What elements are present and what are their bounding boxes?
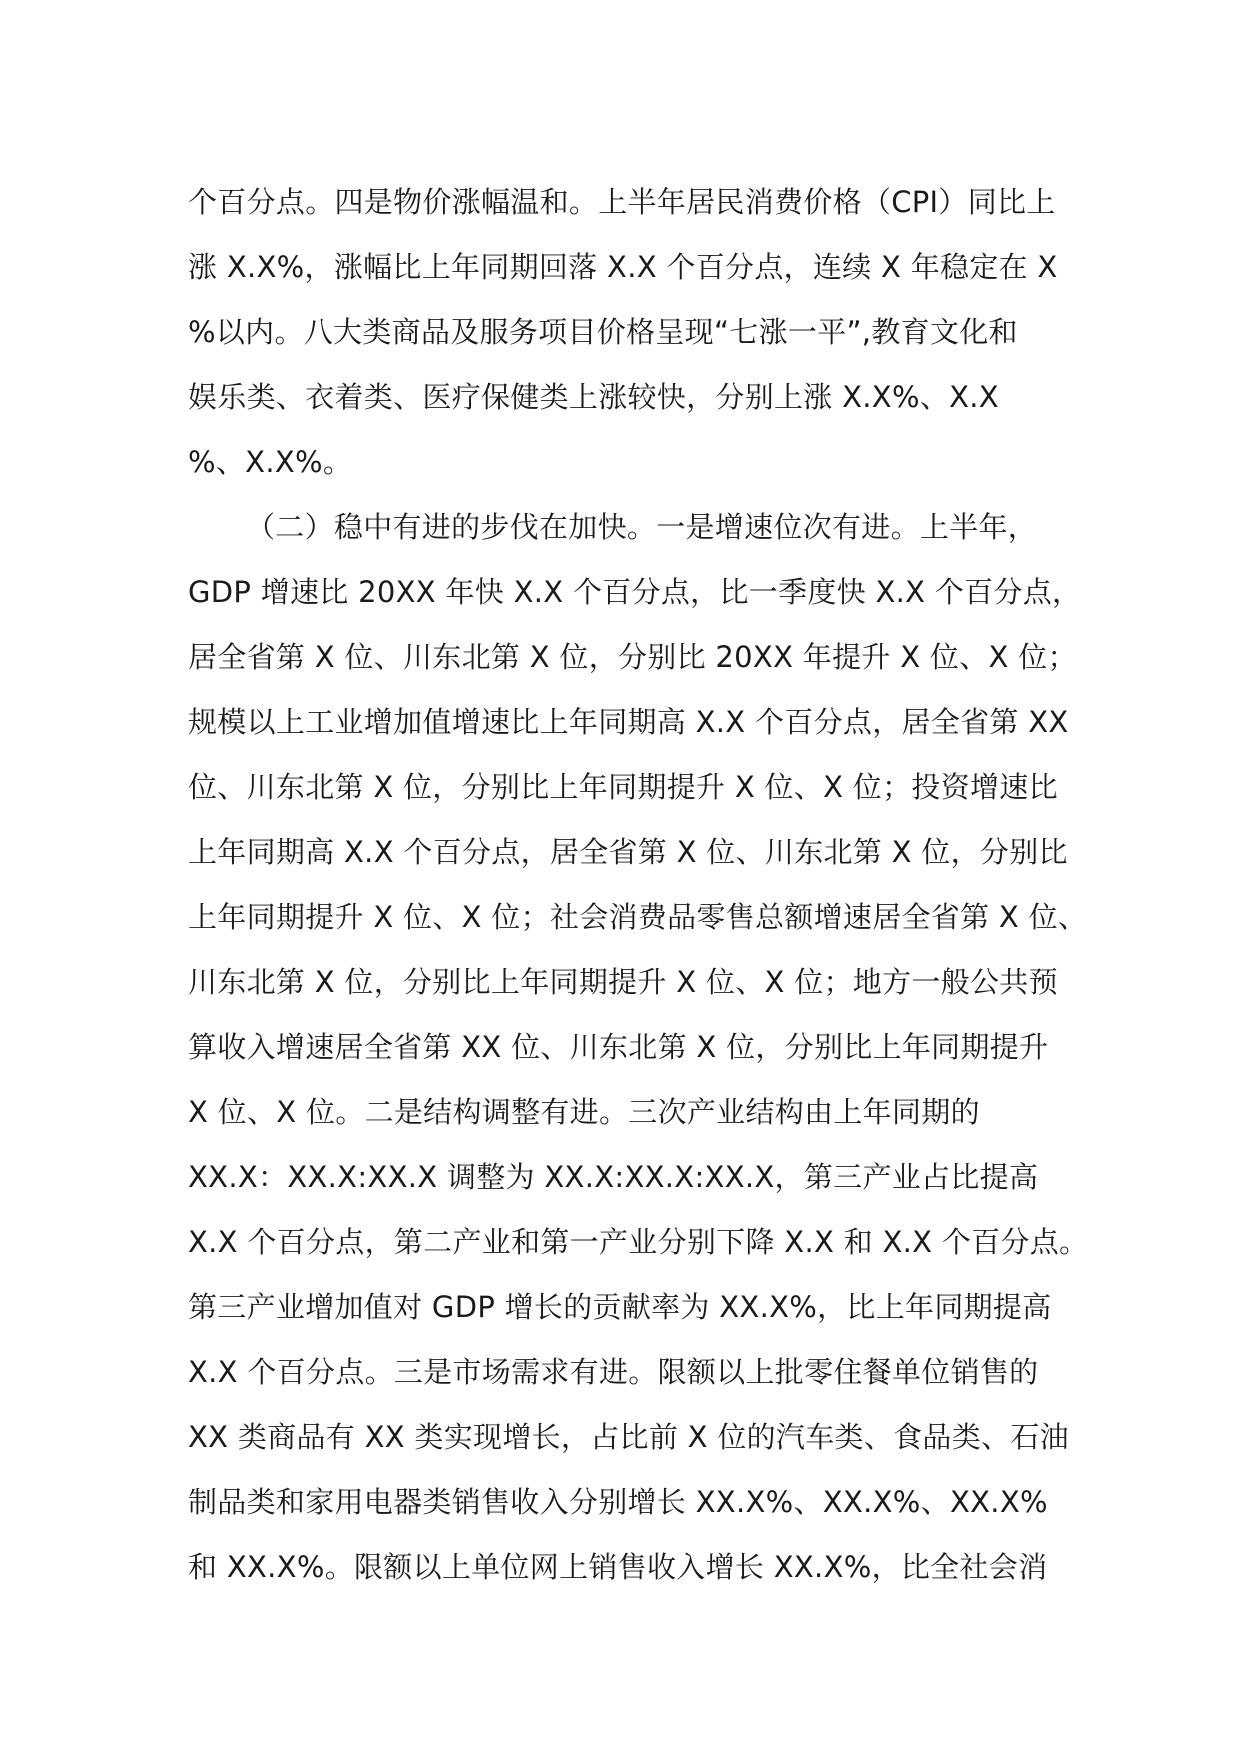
text-line: 涨 X.X%，涨幅比上年同期回落 X.X 个百分点，连续 X 年稳定在 X bbox=[188, 250, 1058, 284]
text-line: XX 类商品有 XX 类实现增长，占比前 X 位的汽车类、食品类、石油 bbox=[188, 1420, 1069, 1454]
text-line: 个百分点。四是物价涨幅温和。上半年居民消费价格（CPI）同比上 bbox=[188, 185, 1056, 219]
text-line: 规模以上工业增加值增速比上年同期高 X.X 个百分点，居全省第 XX bbox=[188, 705, 1069, 739]
text-line: XX.X：XX.X:XX.X 调整为 XX.X:XX.X:XX.X，第三产业占比提高 bbox=[188, 1160, 1039, 1194]
text-line: %以内。八大类商品及服务项目价格呈现“七涨一平”,教育文化和 bbox=[188, 315, 1018, 349]
text-line: %、X.X%。 bbox=[188, 445, 353, 479]
text-line: 上年同期提升 X 位、X 位；社会消费品零售总额增速居全省第 X 位、 bbox=[188, 900, 1088, 934]
text-line: X 位、X 位。二是结构调整有进。三次产业结构由上年同期的 bbox=[188, 1095, 980, 1129]
text-line: 制品类和家用电器类销售收入分别增长 XX.X%、XX.X%、XX.X% bbox=[188, 1485, 1048, 1519]
text-line: 和 XX.X%。限额以上单位网上销售收入增长 XX.X%，比全社会消 bbox=[188, 1550, 1048, 1584]
text-line: 第三产业增加值对 GDP 增长的贡献率为 XX.X%，比上年同期提高 bbox=[188, 1290, 1052, 1324]
text-line: 位、川东北第 X 位，分别比上年同期提升 X 位、X 位；投资增速比 bbox=[188, 770, 1058, 804]
text-line: 娱乐类、衣着类、医疗保健类上涨较快，分别上涨 X.X%、X.X bbox=[188, 380, 999, 414]
section-heading-line: （二）稳中有进的步伐在加快。一是增速位次有进。上半年， bbox=[246, 510, 1038, 544]
text-line: X.X 个百分点，第二产业和第一产业分别下降 X.X 和 X.X 个百分点。 bbox=[188, 1225, 1089, 1259]
body-text bbox=[188, 170, 1089, 1600]
text-line: 上年同期高 X.X 个百分点，居全省第 X 位、川东北第 X 位，分别比 bbox=[188, 835, 1068, 869]
text-line: GDP 增速比 20XX 年快 X.X 个百分点，比一季度快 X.X 个百分点， bbox=[188, 575, 1082, 609]
text-line: 居全省第 X 位、川东北第 X 位，分别比 20XX 年提升 X 位、X 位； bbox=[188, 640, 1077, 674]
text-line: X.X 个百分点。三是市场需求有进。限额以上批零住餐单位销售的 bbox=[188, 1355, 1039, 1389]
text-line: 算收入增速居全省第 XX 位、川东北第 X 位，分别比上年同期提升 bbox=[188, 1030, 1049, 1064]
text-line: 川东北第 X 位，分别比上年同期提升 X 位、X 位；地方一般公共预 bbox=[188, 965, 1058, 999]
